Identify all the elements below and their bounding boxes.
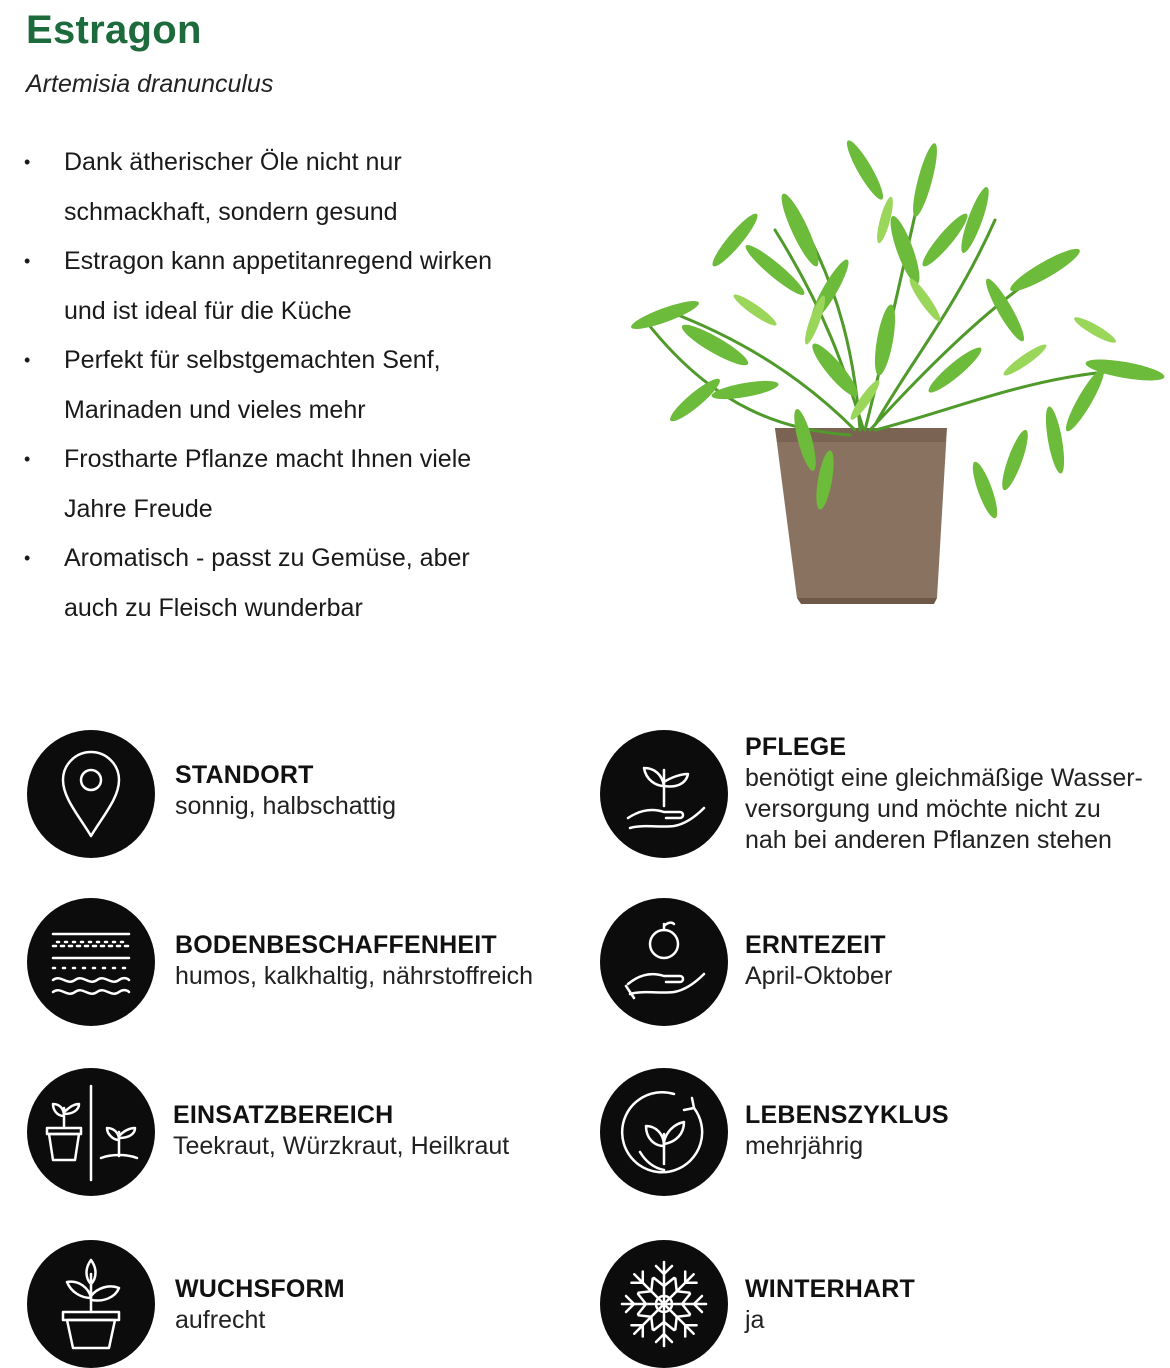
list-item-line: Dank ätherischer Öle nicht nur <box>64 148 402 176</box>
feature-value: ja <box>745 1306 765 1334</box>
list-item-line: schmackhaft, sondern gesund <box>64 197 398 226</box>
bullet-dot: • <box>24 449 31 469</box>
snowflake-icon <box>600 1240 728 1368</box>
feature-label: EINSATZBEREICH <box>173 1101 394 1129</box>
feature-value: April-Oktober <box>745 962 893 990</box>
location-pin-icon <box>27 730 155 858</box>
feature-label: LEBENSZYKLUS <box>745 1101 949 1129</box>
feature-pflege <box>745 732 1143 856</box>
feature-value: mehrjährig <box>745 1132 864 1160</box>
list-item-line: Estragon kann appetitanregend wirken <box>64 247 493 275</box>
bullet-dot: • <box>24 548 31 568</box>
bullet-dot: • <box>24 251 31 271</box>
hand-sprout-icon <box>600 730 728 858</box>
list-item-line: auch zu Fleisch wunderbar <box>64 593 363 622</box>
list-item <box>22 138 582 237</box>
list-item-line: Frostharte Pflanze macht Ihnen viele <box>64 445 472 473</box>
feature-value: aufrecht <box>175 1306 266 1334</box>
feature-value-line: nah bei anderen Pflanzen stehen <box>745 826 1112 854</box>
list-item-line: Marinaden und vieles mehr <box>64 395 366 424</box>
feature-label: ERNTEZEIT <box>745 931 886 959</box>
list-item-line: und ist ideal für die Küche <box>64 296 352 325</box>
bullet-dot: • <box>24 350 31 370</box>
feature-label: BODENBESCHAFFENHEIT <box>175 931 497 959</box>
list-item-line: Aromatisch - passt zu Gemüse, aber <box>64 544 470 572</box>
pot-and-ground-icon <box>27 1068 155 1196</box>
feature-erntezeit <box>745 930 892 992</box>
feature-label: PFLEGE <box>745 733 847 761</box>
feature-list <box>22 138 582 633</box>
feature-label: WUCHSFORM <box>175 1275 345 1303</box>
list-item <box>22 534 582 633</box>
list-item <box>22 435 582 534</box>
list-item <box>22 237 582 336</box>
feature-label: WINTERHART <box>745 1275 916 1303</box>
feature-value-line: versorgung und möchte nicht zu <box>745 795 1101 823</box>
potted-plant-icon <box>27 1240 155 1368</box>
feature-value: Teekraut, Würzkraut, Heilkraut <box>173 1132 510 1160</box>
list-item <box>22 336 582 435</box>
feature-winterhart <box>745 1274 915 1336</box>
feature-value: humos, kalkhaltig, nährstoffreich <box>175 962 534 990</box>
hand-fruit-icon <box>600 898 728 1026</box>
feature-lebenszyklus <box>745 1100 949 1162</box>
soil-layers-icon <box>27 898 155 1026</box>
plant-image <box>625 110 1170 610</box>
list-item-line: Jahre Freude <box>64 494 213 523</box>
page-title: Estragon <box>26 8 202 52</box>
cycle-plant-icon <box>600 1068 728 1196</box>
feature-wuchsform <box>175 1274 345 1336</box>
feature-einsatzbereich <box>173 1100 509 1162</box>
feature-value-line: benötigt eine gleichmäßige Wasser- <box>745 764 1143 792</box>
list-item-line: Perfekt für selbstgemachten Senf, <box>64 346 441 374</box>
bullet-dot: • <box>24 152 31 172</box>
feature-label: STANDORT <box>175 761 314 789</box>
botanical-name: Artemisia dranunculus <box>26 70 274 98</box>
feature-standort <box>175 760 396 822</box>
feature-value: sonnig, halbschattig <box>175 792 396 820</box>
feature-boden <box>175 930 533 992</box>
